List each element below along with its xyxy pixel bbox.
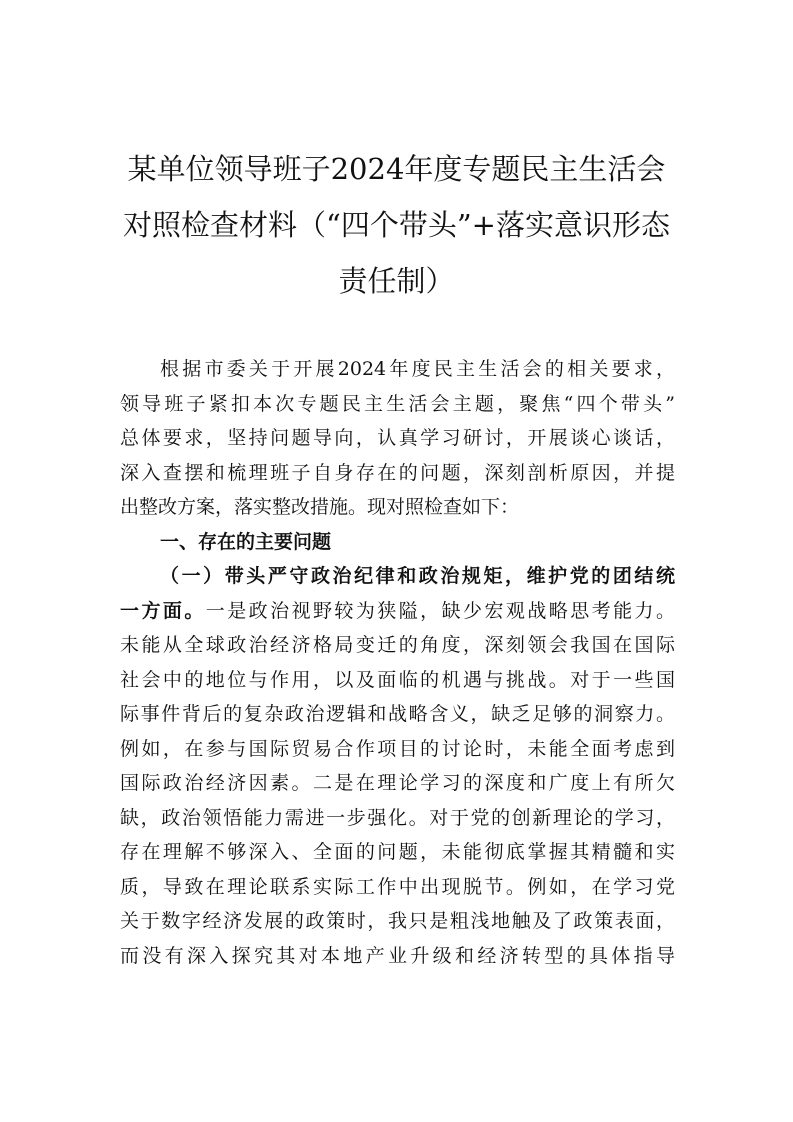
body-line: 际事件背后的复杂政治逻辑和战略含义，缺乏足够的洞察力。 <box>120 703 675 725</box>
subsection-heading-line-1: （一）带头严守政治纪律和政治规矩，维护党的团结统 <box>160 565 675 587</box>
intro-line-3: 总体要求，坚持问题导向，认真学习研讨，开展谈心谈话， <box>120 427 675 449</box>
document-title <box>110 141 683 309</box>
body-line: 质，导致在理论联系实际工作中出现脱节。例如，在学习党 <box>120 875 675 898</box>
subsection-heading-line-2 <box>120 594 675 629</box>
body-line-first: 一是政治视野较为狭隘，缺少宏观战略思考能力。 <box>205 599 675 622</box>
body-line: 国际政治经济因素。二是在理论学习的深度和广度上有所欠 <box>120 772 675 794</box>
intro-line-1: 根据市委关于开展2024年度民主生活会的相关要求， <box>160 358 675 380</box>
intro-line-4: 深入查摆和梳理班子自身存在的问题，深刻剖析原因，并提 <box>120 461 675 484</box>
section-heading: 一、存在的主要问题 <box>160 530 332 553</box>
subsection-heading-tail: 一方面。 <box>120 599 206 622</box>
body-line: 关于数字经济发展的政策时，我只是粗浅地触及了政策表面， <box>120 910 675 932</box>
title-line-3: 责任制） <box>338 264 455 298</box>
body-line: 存在理解不够深入、全面的问题，未能彻底掌握其精髓和实 <box>120 841 675 863</box>
body-line: 未能从全球政治经济格局变迁的角度，深刻领会我国在国际 <box>120 634 675 656</box>
body-line: 例如，在参与国际贸易合作项目的讨论时，未能全面考虑到 <box>120 737 675 760</box>
body-line: 而没有深入探究其对本地产业升级和经济转型的具体指导 <box>120 944 675 967</box>
intro-line-5: 出整改方案，落实整改措施。现对照检查如下： <box>120 496 520 518</box>
body-line: 缺，政治领悟能力需进一步强化。对于党的创新理论的学习， <box>120 806 675 829</box>
intro-line-2: 领导班子紧扣本次专题民主生活会主题，聚焦“四个带头” <box>120 392 675 415</box>
title-line-1: 某单位领导班子2024年度专题民主生活会 <box>127 152 666 186</box>
body-line: 社会中的地位与作用，以及面临的机遇与挑战。对于一些国 <box>120 668 675 691</box>
document-body <box>120 352 675 973</box>
title-line-2: 对照检查材料（“四个带头”+落实意识形态 <box>123 208 670 242</box>
